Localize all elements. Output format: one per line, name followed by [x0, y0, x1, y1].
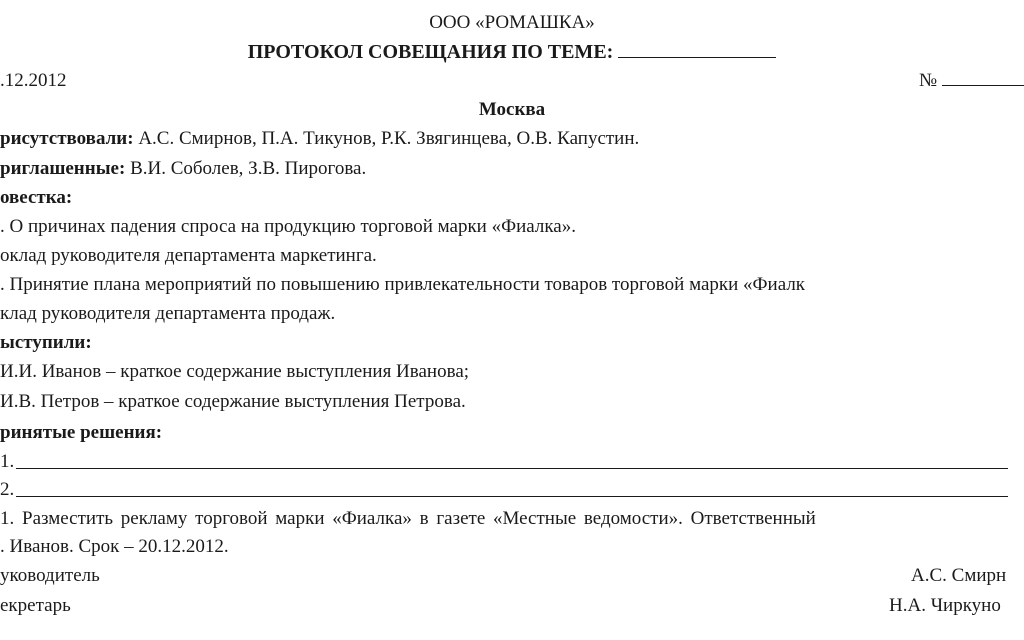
organization-name: ООО «РОМАШКА»: [429, 12, 595, 33]
head-role: уководитель: [0, 565, 100, 586]
agenda-item: клад руководителя департамента продаж.: [0, 303, 336, 324]
speaker-item: И.В. Петров – краткое содержание выступления Петрова.: [0, 391, 466, 412]
decision-text: 1. Разместить рекламу торговой марки «Фиалка» в газете «Местные ведомости». Ответственный: [0, 508, 816, 529]
agenda-item: оклад руководителя департамента маркетинга.: [0, 245, 377, 266]
speakers-label: ыступили:: [0, 332, 92, 353]
document-number: №: [919, 69, 1024, 93]
agenda-item: . Принятие плана мероприятий по повышению привлекательности товаров торговой марки «Фиалк: [0, 274, 806, 295]
agenda-item: . О причинах падения спроса на продукцию торговой марки «Фиалка».: [0, 216, 576, 237]
invited-row: [0, 157, 366, 181]
secretary-name: Н.А. Чиркуно: [889, 595, 1001, 616]
number-blank-line: [942, 85, 1024, 86]
invited-list: В.И. Соболев, З.В. Пирогова.: [130, 158, 367, 179]
decision-blank-item: 1.: [0, 451, 15, 472]
city: Москва: [478, 99, 546, 120]
present-list: А.С. Смирнов, П.А. Тикунов, Р.К. Звягинцева, О.В. Капустин.: [138, 128, 640, 149]
invited-label: риглашенные:: [0, 158, 126, 179]
speaker-item: И.И. Иванов – краткое содержание выступления Иванова;: [0, 361, 470, 382]
decision-blank-line: [16, 496, 1008, 497]
decision-text: . Иванов. Срок – 20.12.2012.: [0, 536, 229, 557]
decision-blank-item: 2.: [0, 479, 15, 500]
document-date: .12.2012: [0, 70, 67, 91]
present-row: [0, 127, 639, 151]
topic-blank-line: [618, 57, 776, 58]
document-title: ПРОТОКОЛ СОВЕЩАНИЯ ПО ТЕМЕ:: [0, 40, 1024, 64]
head-name: А.С. Смирн: [911, 565, 1007, 586]
agenda-label: овестка:: [0, 187, 73, 208]
present-label: рисутствовали:: [0, 128, 134, 149]
secretary-role: екретарь: [0, 595, 71, 616]
decisions-label: ринятые решения:: [0, 422, 163, 443]
decision-blank-line: [16, 468, 1008, 469]
